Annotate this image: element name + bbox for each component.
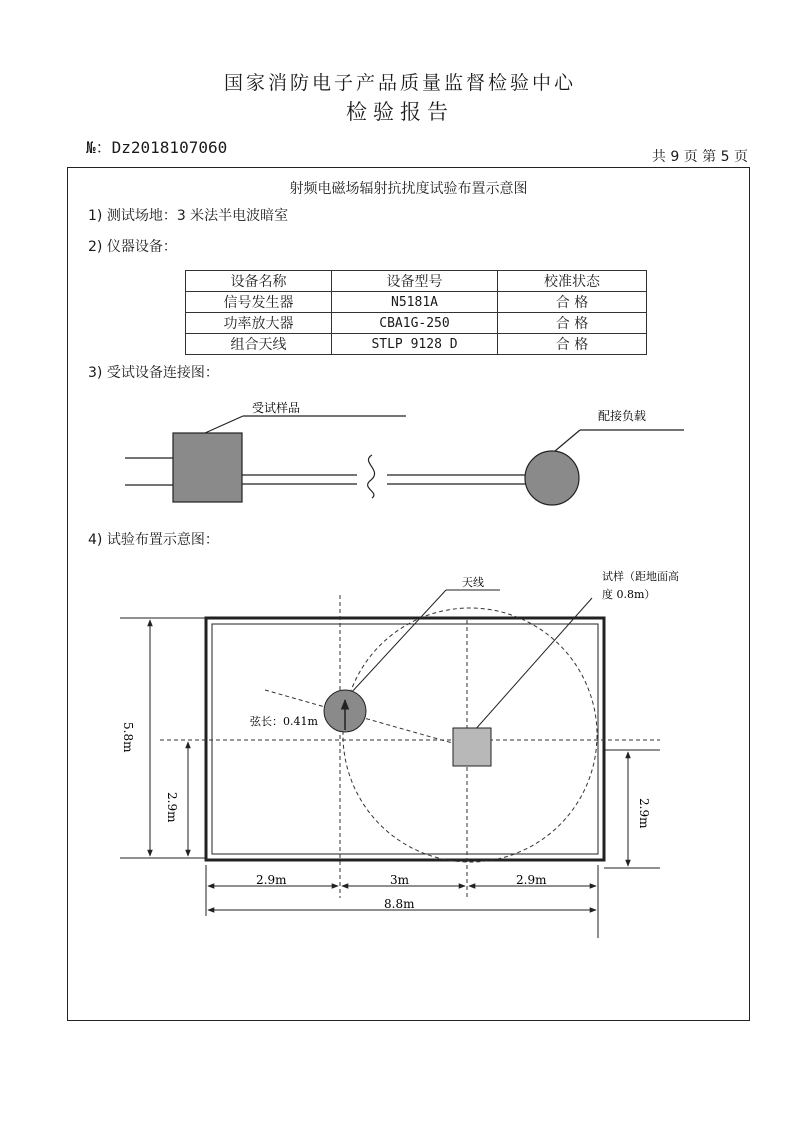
table-cell: CBA1G-250 [332, 313, 498, 334]
header-cell: 设备型号 [332, 271, 498, 292]
document-title: 检验报告 [346, 100, 454, 124]
sample-label-line2: 度 0.8m） [602, 588, 656, 601]
dim-label-height-total: 5.8m [121, 722, 135, 753]
table-cell: 合 格 [498, 313, 647, 334]
chamber-outer-wall [206, 618, 604, 860]
table-cell: 功率放大器 [186, 313, 332, 334]
item-test-layout: 4) 试验布置示意图： [88, 532, 219, 548]
load-label: 配接负载 [598, 409, 647, 423]
dim-label-height-right: 2.9m [637, 798, 651, 829]
table-cell: 合 格 [498, 292, 647, 313]
header-cell: 校准状态 [498, 271, 647, 292]
test-layout-diagram [0, 560, 800, 960]
dim-label-bottom-mid: 3m [390, 873, 410, 887]
eut-label: 受试样品 [252, 401, 301, 415]
eut-leader-line [205, 416, 243, 433]
table-cell: N5181A [332, 292, 498, 313]
table-cell: 组合天线 [186, 334, 332, 355]
dim-label-bottom-left: 2.9m [256, 873, 287, 887]
eut-connection-diagram [0, 0, 800, 520]
eut-box [173, 433, 242, 502]
chord-length-label: 弦长：0.41m [250, 715, 318, 728]
antenna-label: 天线 [462, 576, 484, 589]
item-test-site: 1) 测试场地：3 米法半电波暗室 [88, 208, 289, 224]
sample-label-line1: 试样（距地面高 [602, 570, 679, 583]
chamber-inner-wall [212, 624, 598, 854]
sample-box [453, 728, 491, 766]
diagram-title: 射频电磁场辐射抗扰度试验布置示意图 [289, 181, 528, 197]
table-cell: 信号发生器 [186, 292, 332, 313]
dim-label-bottom-right: 2.9m [516, 873, 547, 887]
table-cell: 合 格 [498, 334, 647, 355]
item-eut-connection: 3) 受试设备连接图： [88, 365, 219, 381]
header-cell: 设备名称 [186, 271, 332, 292]
org-title: 国家消防电子产品质量监督检验中心 [223, 72, 576, 94]
table-cell: STLP 9128 D [332, 334, 498, 355]
antenna-leader-line [350, 590, 446, 694]
load-leader-line [555, 430, 580, 451]
dim-label-height-left: 2.9m [165, 792, 179, 823]
report-number: №：Dz2018107060 [86, 138, 228, 157]
page-info: 共 9 页 第 5 页 [651, 149, 748, 165]
load-circle [525, 451, 579, 505]
item-instruments: 2) 仪器设备： [88, 239, 177, 255]
cable-break-symbol [368, 455, 375, 498]
dim-label-total-width: 8.8m [384, 897, 415, 911]
